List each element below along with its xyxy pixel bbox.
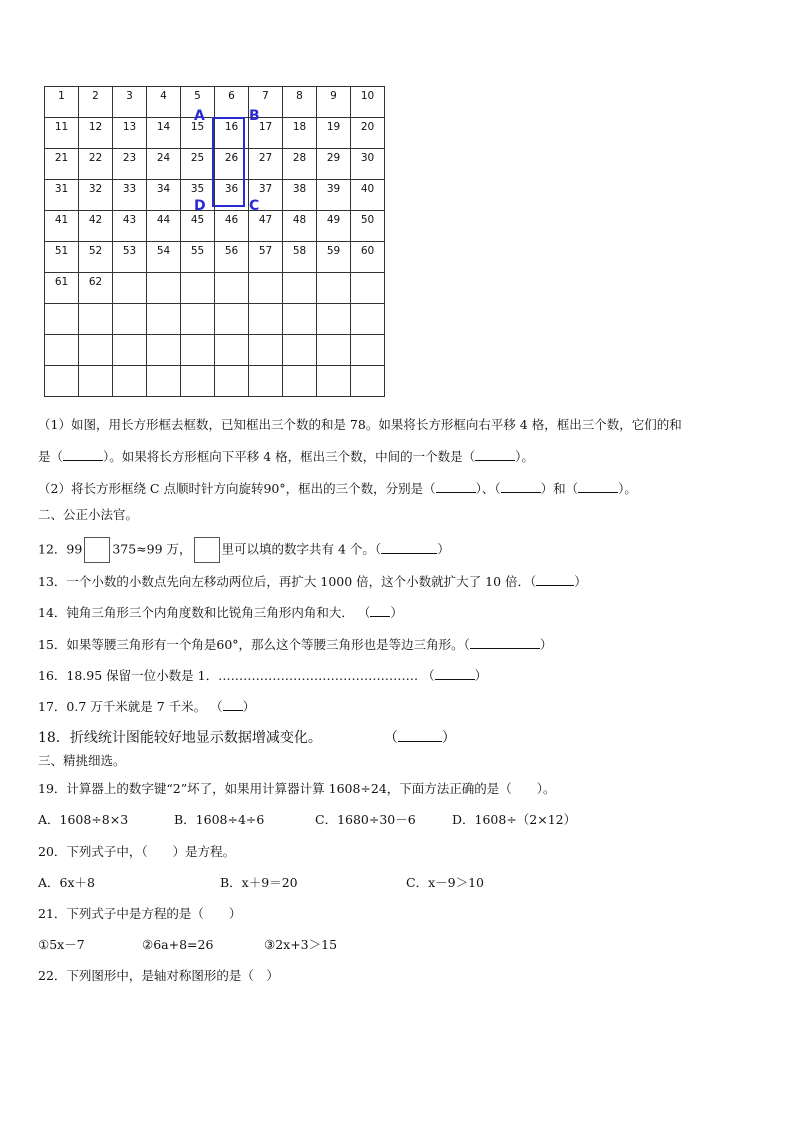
grid-cell: 60 — [351, 242, 385, 273]
grid-row — [45, 273, 385, 304]
grid-cell: 7 — [249, 87, 283, 118]
answer-blank[interactable] — [470, 636, 540, 649]
grid-cell: 31 — [45, 180, 79, 211]
question-13: 13．一个小数的小数点先向左移动两位后，再扩大 1000 倍，这个小数就扩大了 10 倍．（ ） — [38, 574, 587, 589]
answer-blank[interactable] — [536, 573, 574, 586]
grid-cell — [249, 273, 283, 304]
answer-blank[interactable] — [475, 448, 515, 461]
grid-cell: 8 — [283, 87, 317, 118]
grid-cell — [45, 304, 79, 335]
grid-cell: 29 — [317, 149, 351, 180]
grid-cell: 61 — [45, 273, 79, 304]
section-3-heading: 三、精挑细选。 — [38, 753, 126, 768]
grid-cell — [317, 335, 351, 366]
grid-cell: 18 — [283, 118, 317, 149]
option-2[interactable]: ②6a+8=26 — [142, 937, 214, 952]
answer-blank[interactable] — [436, 480, 476, 493]
grid-cell: 4 — [147, 87, 181, 118]
grid-cell: 55 — [181, 242, 215, 273]
grid-cell — [113, 335, 147, 366]
grid-cell — [79, 366, 113, 397]
question-20: 20．下列式子中，（ ）是方程。 — [38, 844, 236, 859]
grid-cell: 40 — [351, 180, 385, 211]
grid-row — [45, 304, 385, 335]
grid-cell: 47 — [249, 211, 283, 242]
grid-cell: 34 — [147, 180, 181, 211]
question-16: 16．18.95 保留一位小数是 1．………………………………………… （ ） — [38, 668, 488, 683]
grid-cell: 14 — [147, 118, 181, 149]
grid-cell — [317, 273, 351, 304]
grid-cell: 42 — [79, 211, 113, 242]
grid-cell: 2 — [79, 87, 113, 118]
grid-cell — [215, 273, 249, 304]
grid-cell: 15 — [181, 118, 215, 149]
grid-cell: 22 — [79, 149, 113, 180]
grid-cell — [215, 335, 249, 366]
grid-cell — [215, 304, 249, 335]
grid-cell — [79, 304, 113, 335]
answer-blank[interactable] — [223, 698, 243, 711]
grid-row — [45, 87, 385, 118]
question-14: 14．钝角三角形三个内角度数和比锐角三角形内角和大． （ ） — [38, 605, 403, 620]
grid-cell: 33 — [113, 180, 147, 211]
digit-box[interactable] — [194, 537, 220, 563]
answer-blank[interactable] — [435, 667, 475, 680]
question-19-options — [38, 812, 576, 828]
grid-row — [45, 211, 385, 242]
question-17: 17．0.7 万千米就是 7 千米。 （ ） — [38, 699, 256, 714]
grid-cell — [45, 335, 79, 366]
grid-cell — [113, 273, 147, 304]
grid-cell: 41 — [45, 211, 79, 242]
q11-part2: （2）将长方形框绕 C 点顺时针方向旋转90°，框出的三个数，分别是（ ）、（ ）和（ ）。 — [38, 481, 637, 496]
answer-blank[interactable] — [381, 541, 437, 554]
answer-blank[interactable] — [398, 729, 442, 742]
answer-blank[interactable] — [63, 448, 103, 461]
grid-cell: 10 — [351, 87, 385, 118]
question-12: 12．99 375≈99 万， 里可以填的数字共有 4 个。（ ） — [38, 537, 450, 563]
grid-cell — [215, 366, 249, 397]
question-19: 19．计算器上的数字键“2”坏了，如果用计算器计算 1608÷24，下面方法正确的是（ ）。 — [38, 781, 556, 796]
grid-cell: 32 — [79, 180, 113, 211]
grid-cell — [249, 366, 283, 397]
grid-cell: 1 — [45, 87, 79, 118]
question-15: 15．如果等腰三角形有一个角是60°，那么这个等腰三角形也是等边三角形。（ ） — [38, 637, 553, 652]
grid-cell — [283, 304, 317, 335]
grid-cell: 53 — [113, 242, 147, 273]
option-1[interactable]: ①5x－7 — [38, 937, 85, 952]
grid-cell: 28 — [283, 149, 317, 180]
grid-row — [45, 242, 385, 273]
grid-cell — [283, 366, 317, 397]
answer-blank[interactable] — [578, 480, 618, 493]
section-2-heading: 二、公正小法官。 — [38, 507, 139, 522]
corner-label-c: C — [249, 198, 260, 214]
grid-cell: 16 — [215, 118, 249, 149]
grid-cell — [147, 304, 181, 335]
grid-cell — [181, 335, 215, 366]
grid-cell — [181, 304, 215, 335]
grid-cell: 30 — [351, 149, 385, 180]
grid-cell: 39 — [317, 180, 351, 211]
grid-cell: 12 — [79, 118, 113, 149]
option-c[interactable]: C．x－9＞10 — [406, 875, 484, 890]
grid-cell: 23 — [113, 149, 147, 180]
grid-cell: 24 — [147, 149, 181, 180]
corner-label-d: D — [194, 198, 206, 214]
grid-cell: 3 — [113, 87, 147, 118]
grid-cell — [113, 366, 147, 397]
grid-cell: 19 — [317, 118, 351, 149]
grid-cell — [147, 273, 181, 304]
grid-cell: 56 — [215, 242, 249, 273]
grid-row — [45, 335, 385, 366]
grid-cell — [147, 335, 181, 366]
grid-cell: 21 — [45, 149, 79, 180]
grid-cell — [283, 335, 317, 366]
grid-cell — [45, 366, 79, 397]
grid-cell — [181, 366, 215, 397]
option-a[interactable]: A．6x＋8 — [38, 875, 95, 890]
corner-label-b: B — [249, 108, 260, 124]
grid-cell: 57 — [249, 242, 283, 273]
question-20-options — [38, 875, 484, 891]
grid-cell — [351, 366, 385, 397]
grid-cell: 9 — [317, 87, 351, 118]
grid-cell: 58 — [283, 242, 317, 273]
grid-cell: 27 — [249, 149, 283, 180]
digit-box[interactable] — [84, 537, 110, 563]
grid-cell: 13 — [113, 118, 147, 149]
option-a[interactable]: A．1608÷8×3 — [38, 812, 129, 827]
question-21-options — [38, 937, 337, 953]
grid-cell: 26 — [215, 149, 249, 180]
grid-cell — [351, 304, 385, 335]
grid-cell: 43 — [113, 211, 147, 242]
grid-cell: 46 — [215, 211, 249, 242]
grid-cell: 50 — [351, 211, 385, 242]
answer-blank[interactable] — [501, 480, 541, 493]
option-b[interactable]: B．x＋9＝20 — [220, 875, 298, 890]
grid-cell: 45 — [181, 211, 215, 242]
grid-cell: 37 — [249, 180, 283, 211]
grid-cell — [249, 335, 283, 366]
grid-cell: 48 — [283, 211, 317, 242]
grid-cell: 59 — [317, 242, 351, 273]
answer-blank[interactable] — [370, 604, 390, 617]
grid-cell — [317, 304, 351, 335]
grid-cell: 17 — [249, 118, 283, 149]
grid-row — [45, 366, 385, 397]
corner-label-a: A — [194, 108, 205, 124]
grid-cell: 54 — [147, 242, 181, 273]
grid-cell: 44 — [147, 211, 181, 242]
grid-cell: 38 — [283, 180, 317, 211]
grid-cell: 51 — [45, 242, 79, 273]
q11-part1-line2: 是（ ）。如果将长方形框向下平移 4 格，框出三个数，中间的一个数是（ ）。 — [38, 449, 534, 464]
option-c[interactable]: C．1680÷30－6 — [315, 812, 416, 827]
grid-cell — [249, 304, 283, 335]
grid-cell: 49 — [317, 211, 351, 242]
grid-cell: 36 — [215, 180, 249, 211]
grid-cell — [79, 335, 113, 366]
question-21: 21．下列式子中是方程的是（ ） — [38, 906, 242, 921]
grid-cell: 20 — [351, 118, 385, 149]
grid-cell: 25 — [181, 149, 215, 180]
grid-cell — [113, 304, 147, 335]
grid-cell — [351, 273, 385, 304]
rectangle-frame — [212, 117, 245, 207]
grid-cell: 35 — [181, 180, 215, 211]
option-3[interactable]: ③2x+3＞15 — [264, 937, 338, 952]
grid-cell: 52 — [79, 242, 113, 273]
grid-cell — [283, 273, 317, 304]
grid-cell: 11 — [45, 118, 79, 149]
question-22: 22．下列图形中，是轴对称图形的是（ ） — [38, 968, 279, 983]
grid-cell — [351, 335, 385, 366]
q11-part1-line1: （1）如图，用长方形框去框数，已知框出三个数的和是 78。如果将长方形框向右平移 4 格，框出三个数，它们的和 — [38, 417, 682, 432]
grid-cell: 6 — [215, 87, 249, 118]
option-d[interactable]: D．1608÷（2×12） — [452, 812, 577, 827]
grid-cell — [181, 273, 215, 304]
question-18: 18．折线统计图能较好地显示数据增减变化。 （ ） — [38, 730, 456, 746]
grid-cell — [147, 366, 181, 397]
option-b[interactable]: B．1608÷4÷6 — [174, 812, 265, 827]
grid-cell: 5 — [181, 87, 215, 118]
grid-cell — [317, 366, 351, 397]
grid-cell: 62 — [79, 273, 113, 304]
